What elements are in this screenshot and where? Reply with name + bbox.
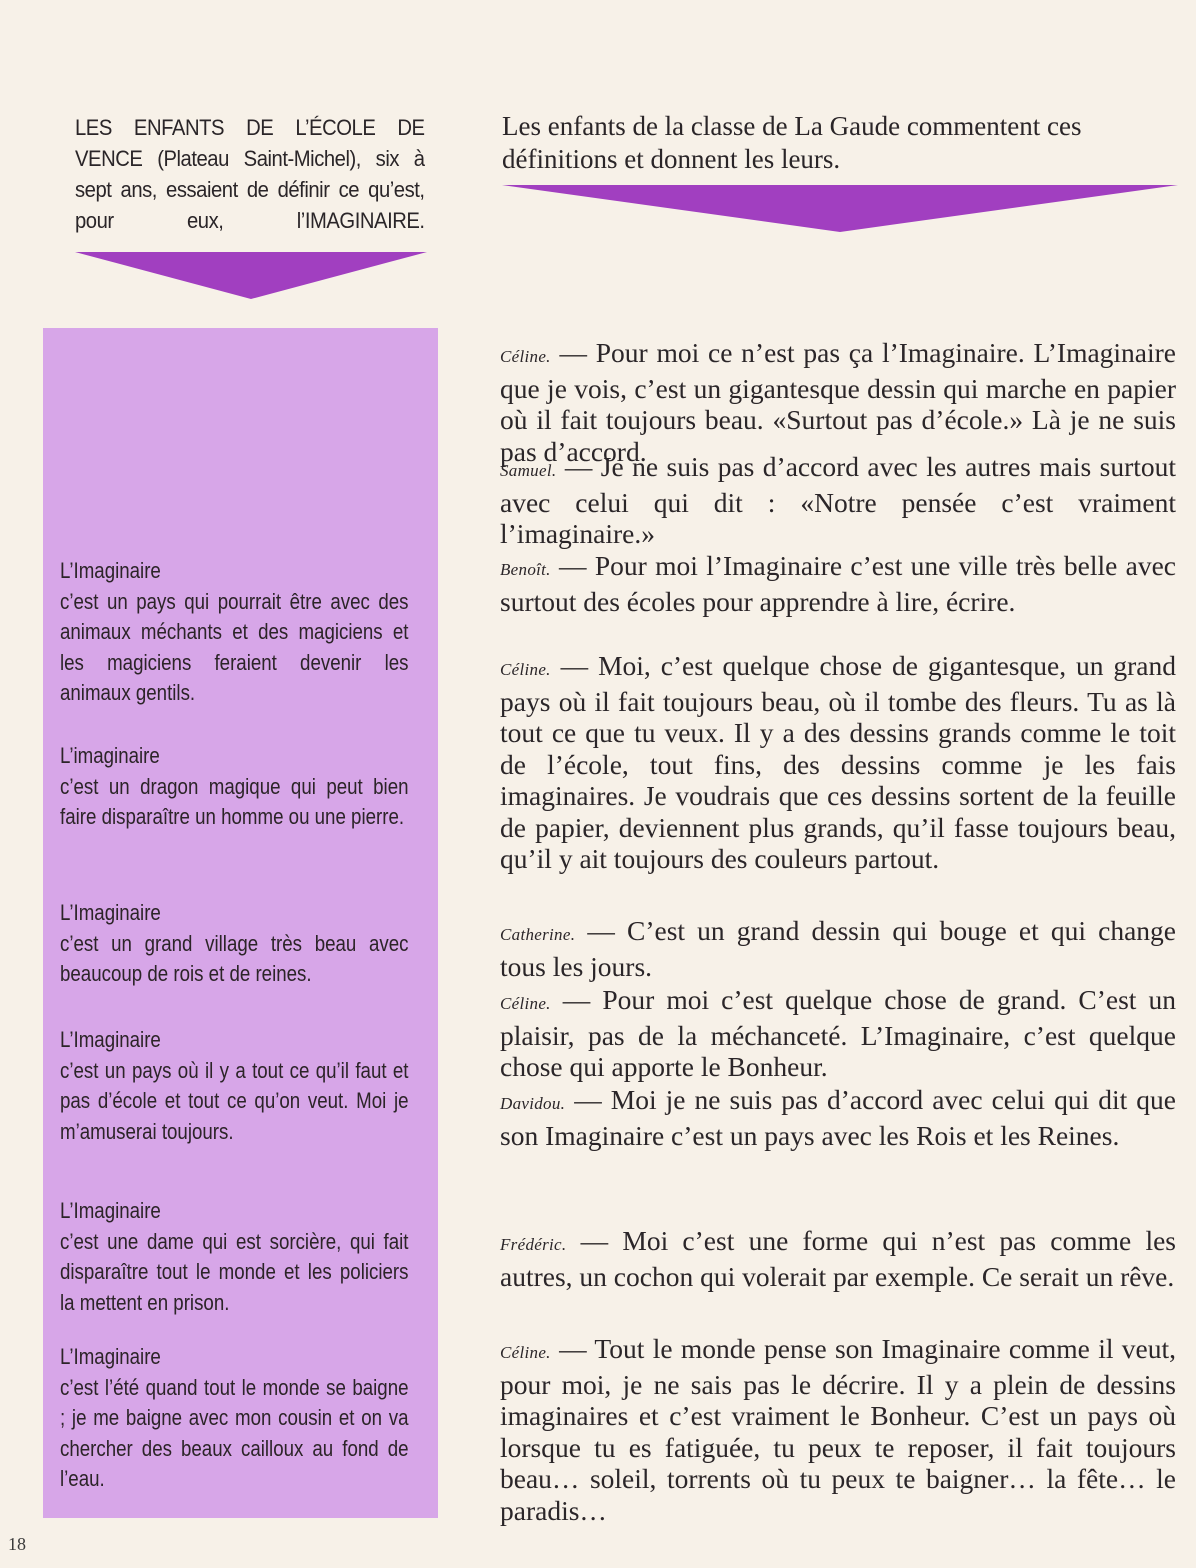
- right-down-arrow: [502, 185, 1178, 233]
- left-header: LES ENFANTS DE L’ÉCOLE DE VENCE (Plateau Saint-Michel), six à sept ans, essaient de définir ce qu’est, pour eux, l’IMAGINAIRE.: [75, 115, 425, 233]
- dialogue-text: — Moi, c’est quelque chose de gigantesque, un grand pays où il fait toujours beau, où il tombe des fleurs. Tu as là tout ce que tu veux. Il y a des dessins grands comme le toit de l’école, tout fins, des dessins comme je les fais imaginaires. Je voudrais que ces dessins sortent de la feuille de papier, deviennent plus grands, qu’il fasse toujours beau, qu’il y ait toujours des couleurs partout.: [500, 650, 1177, 874]
- definition-text: c’est un pays qui pourrait être avec des animaux méchants et des magiciens et les magiciens feraient devenir les animaux gentils.: [60, 588, 409, 705]
- dialogue-text: — Tout le monde pense son Imaginaire comme il veut, pour moi, je ne sais pas le décrire. Il y a plein de dessins imaginaires et c’est vraiment le Bonheur. C’est un pays où lorsque tu es fatiguée, tu peux te reposer, il fait toujours beau… soleil, torrents où tu peux te baigner… la fête… le paradis…: [500, 1333, 1177, 1526]
- right-header: Les enfants de la classe de La Gaude commentent ces définitions et donnent les leurs.: [502, 111, 1082, 174]
- dialogue-text: — Pour moi l’Imaginaire c’est une ville très belle avec surtout des écoles pour apprendre à lire, écrire.: [500, 550, 1176, 617]
- dialogue-entry: [500, 1084, 1176, 1151]
- definition-title: L’Imaginaire: [60, 1198, 161, 1223]
- definition-text: c’est un dragon magique qui peut bien faire disparaître un homme ou une pierre.: [60, 773, 409, 829]
- dialogue-entry: [500, 550, 1176, 617]
- definition-2: [60, 741, 409, 833]
- definition-text: c’est un grand village très beau avec beaucoup de rois et de reines.: [60, 930, 409, 986]
- dialogue-entry: [500, 915, 1176, 982]
- left-down-arrow: [75, 252, 427, 300]
- speaker-name: Benoît.: [500, 560, 551, 579]
- definition-1: [60, 556, 409, 709]
- right-arrow-shape: [502, 185, 1178, 232]
- speaker-name: Davidou.: [500, 1094, 566, 1113]
- definition-title: L’Imaginaire: [60, 1344, 161, 1369]
- dialogue-entry: [500, 650, 1176, 875]
- dialogue-text: — Moi je ne suis pas d’accord avec celui qui dit que son Imaginaire c’est un pays avec les Rois et les Reines.: [500, 1084, 1177, 1151]
- definition-text: c’est l’été quand tout le monde se baigne ; je me baigne avec mon cousin et on va chercher des beaux cailloux au fond de l’eau.: [60, 1374, 409, 1491]
- definition-title: L’Imaginaire: [60, 1027, 161, 1052]
- dialogue-entry: [500, 984, 1176, 1083]
- speaker-name: Frédéric.: [500, 1235, 567, 1254]
- speaker-name: Samuel.: [500, 461, 557, 480]
- dialogue-entry: [500, 451, 1176, 550]
- definition-5: [60, 1196, 409, 1318]
- dialogue-text: — Je ne suis pas d’accord avec les autres mais surtout avec celui qui dit : «Notre pensée c’est vraiment l’imaginaire.»: [500, 451, 1177, 549]
- dialogue-entry: [500, 1333, 1176, 1526]
- speaker-name: Céline.: [500, 1343, 551, 1362]
- definition-6: [60, 1342, 409, 1495]
- dialogue-text: — Moi c’est une forme qui n’est pas comme les autres, un cochon qui volerait par exemple. Ce serait un rêve.: [500, 1225, 1176, 1292]
- page-number: 18: [8, 1534, 26, 1554]
- definition-title: L’Imaginaire: [60, 558, 161, 583]
- dialogue-text: — Pour moi c’est quelque chose de grand. C’est un plaisir, pas de la méchanceté. L’Imaginaire, c’est quelque chose qui apporte le Bonheur.: [500, 984, 1176, 1082]
- definition-text: c’est une dame qui est sorcière, qui fait disparaître tout le monde et les policiers la mettent en prison.: [60, 1228, 409, 1315]
- speaker-name: Céline.: [500, 347, 551, 366]
- dialogue-entry: [500, 1225, 1176, 1292]
- left-arrow-shape: [75, 252, 427, 299]
- speaker-name: Catherine.: [500, 925, 576, 944]
- dialogue-entry: [500, 337, 1176, 467]
- dialogue-text: — Pour moi ce n’est pas ça l’Imaginaire. L’Imaginaire que je vois, c’est un gigantesque dessin qui marche en papier où il fait toujours beau. «Surtout pas d’école.» Là je ne suis pas d’accord.: [500, 337, 1177, 467]
- definition-title: L’Imaginaire: [60, 900, 161, 925]
- definition-4: [60, 1025, 409, 1147]
- speaker-name: Céline.: [500, 994, 551, 1013]
- definition-3: [60, 898, 409, 990]
- definition-title: L’imaginaire: [60, 743, 160, 768]
- speaker-name: Céline.: [500, 660, 551, 679]
- dialogue-text: — C’est un grand dessin qui bouge et qui change tous les jours.: [500, 915, 1176, 982]
- definition-text: c’est un pays où il y a tout ce qu’il faut et pas d’école et tout ce qu’on veut. Moi je m’amuserai toujours.: [60, 1057, 409, 1144]
